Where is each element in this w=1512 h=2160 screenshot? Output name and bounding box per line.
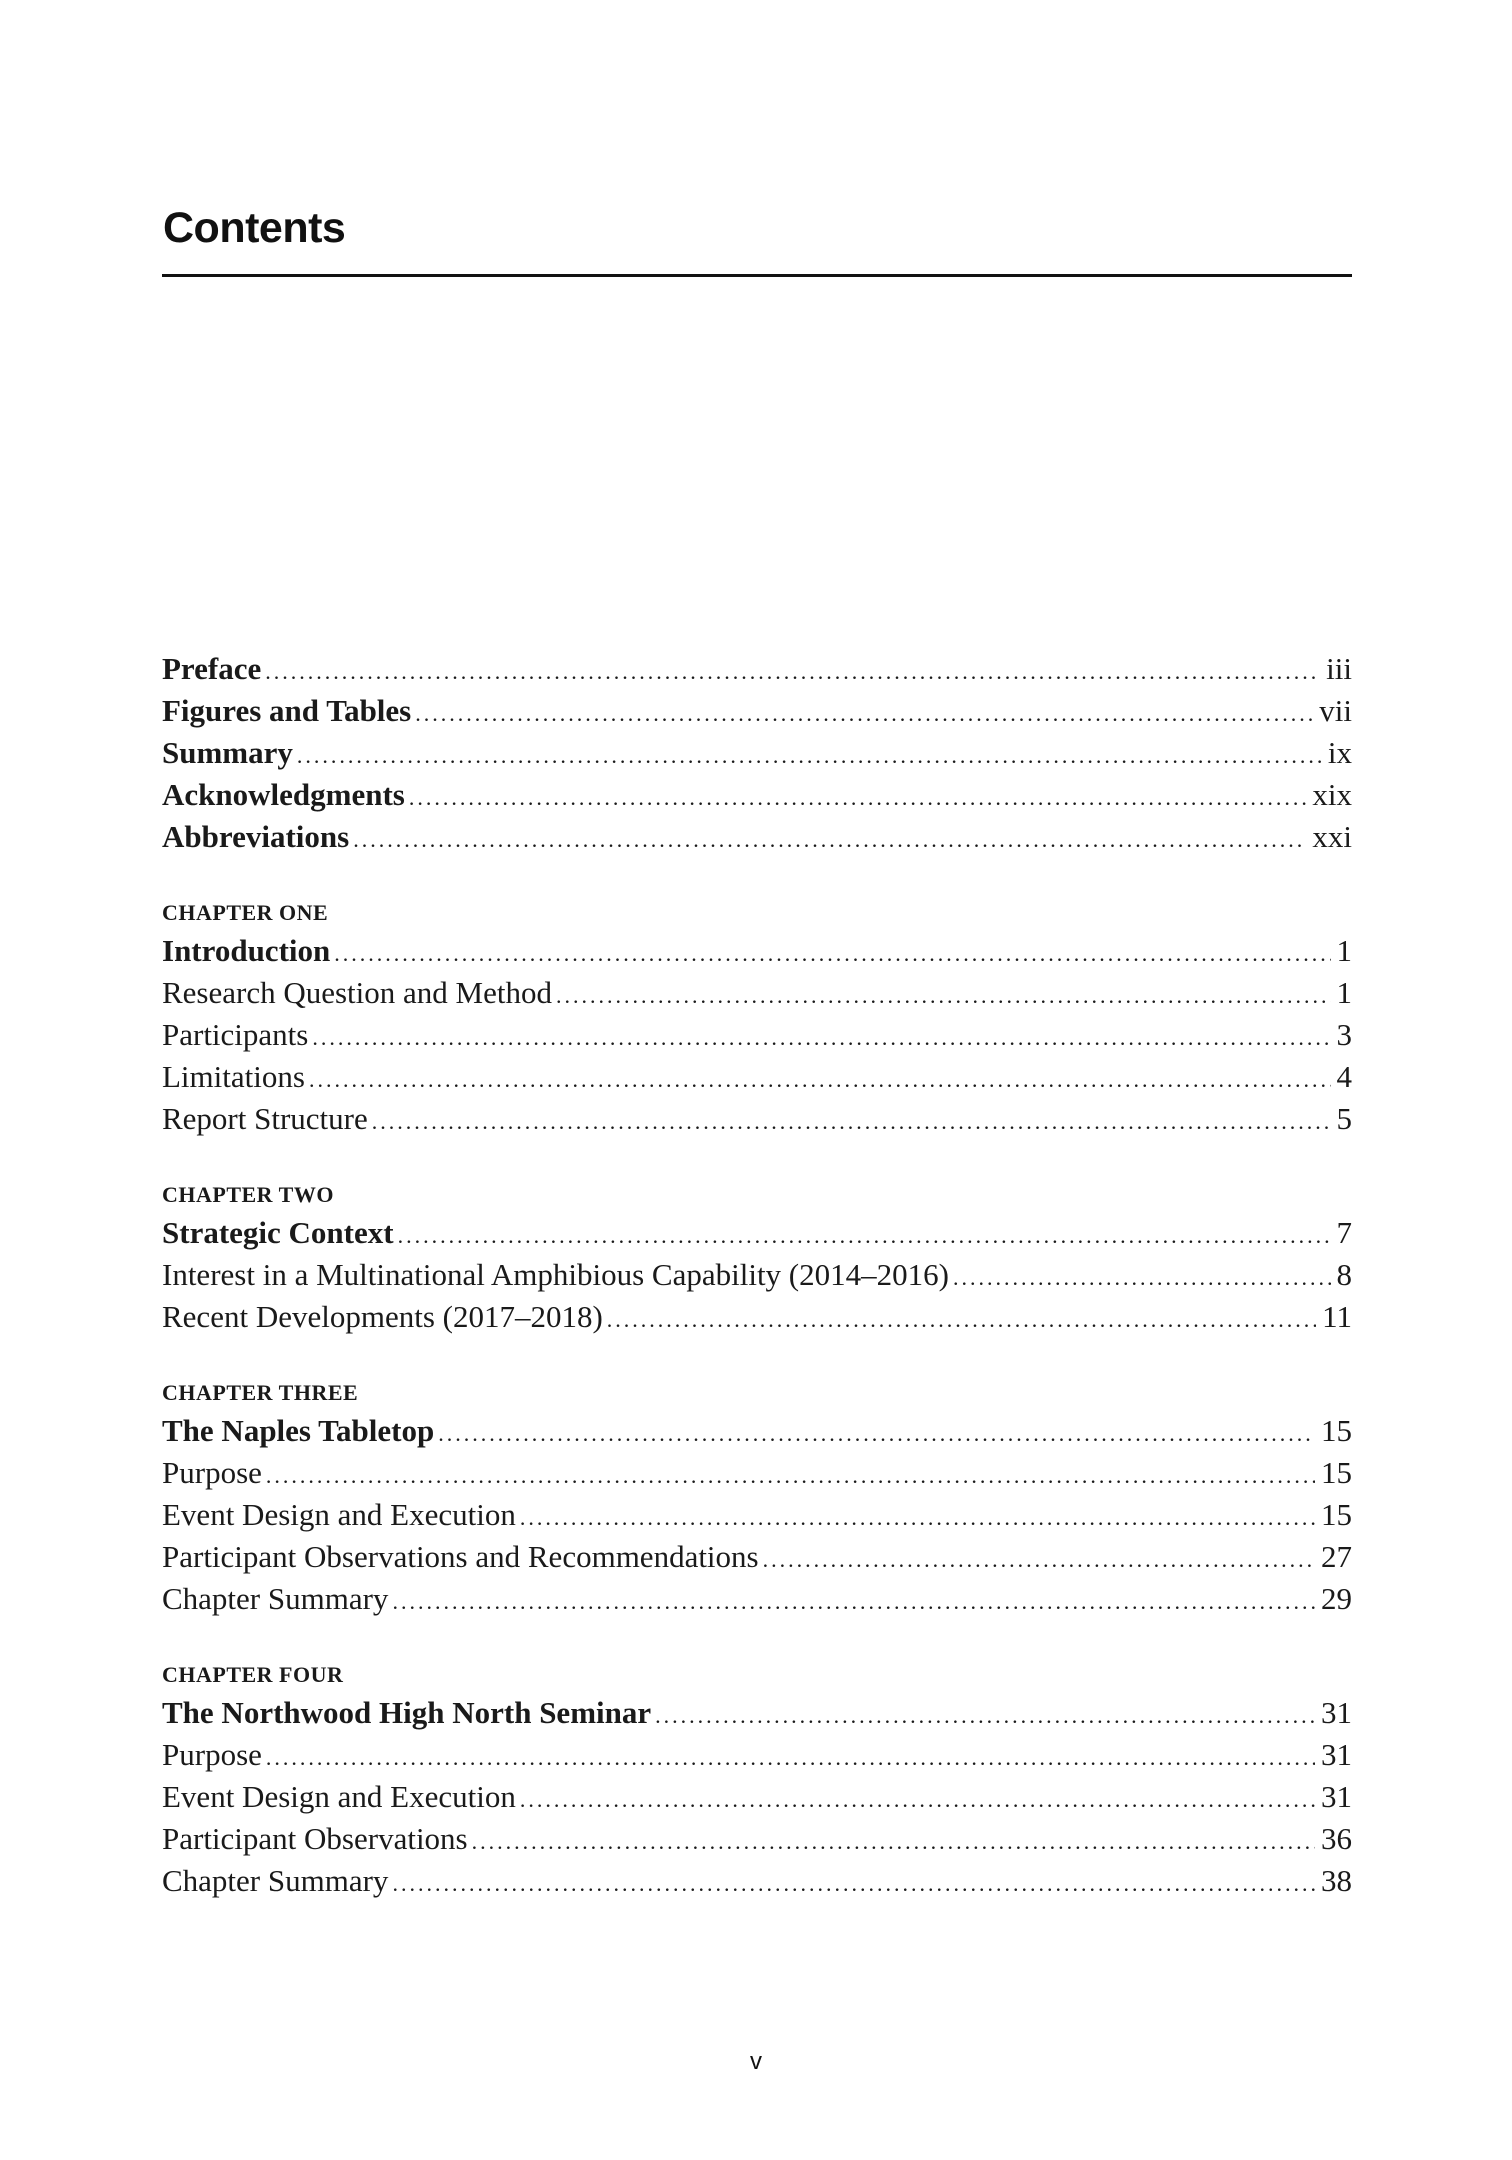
- dot-leader: [438, 1413, 1315, 1455]
- dot-leader: [266, 1455, 1315, 1497]
- toc-entry-label: Purpose: [162, 1455, 262, 1490]
- table-of-contents: [162, 648, 1352, 1902]
- toc-page-number: xxi: [1312, 819, 1352, 854]
- chapter-label: CHAPTER ONE: [162, 900, 329, 925]
- toc-section-entry[interactable]: [162, 1254, 1352, 1296]
- toc-entry-label: Interest in a Multinational Amphibious Capability (2014–2016): [162, 1257, 949, 1292]
- toc-entry-label: Participant Observations: [162, 1821, 468, 1856]
- toc-chapter-title[interactable]: [162, 1692, 1352, 1734]
- toc-entry-label: Chapter Summary: [162, 1863, 389, 1898]
- dot-leader: [520, 1497, 1315, 1539]
- toc-section-entry[interactable]: [162, 1734, 1352, 1776]
- toc-page-number: 3: [1336, 1017, 1352, 1052]
- toc-section-entry[interactable]: [162, 1014, 1352, 1056]
- toc-page-number: 38: [1321, 1863, 1352, 1898]
- toc-section-entry[interactable]: [162, 1860, 1352, 1902]
- toc-entry-label: Research Question and Method: [162, 975, 552, 1010]
- chapter-four-group: [162, 1658, 1352, 1902]
- toc-chapter-title[interactable]: [162, 1410, 1352, 1452]
- toc-entry-label: Introduction: [162, 933, 331, 968]
- dot-leader: [392, 1581, 1315, 1623]
- toc-page-number: 36: [1321, 1821, 1352, 1856]
- toc-page-number: 29: [1321, 1581, 1352, 1616]
- toc-section-entry[interactable]: [162, 1818, 1352, 1860]
- toc-entry-label: Acknowledgments: [162, 777, 405, 812]
- toc-page-number: 4: [1336, 1059, 1352, 1094]
- toc-section-entry[interactable]: [162, 1776, 1352, 1818]
- toc-section-entry[interactable]: [162, 1056, 1352, 1098]
- chapter-label: CHAPTER THREE: [162, 1380, 359, 1405]
- toc-entry-summary[interactable]: [162, 732, 1352, 774]
- toc-page-number: 7: [1336, 1215, 1352, 1250]
- toc-entry-label: Recent Developments (2017–2018): [162, 1299, 603, 1334]
- toc-entry-label: Chapter Summary: [162, 1581, 389, 1616]
- dot-leader: [472, 1821, 1315, 1863]
- toc-page-number: 1: [1336, 933, 1352, 968]
- toc-page-number: 15: [1321, 1455, 1352, 1490]
- toc-section-entry[interactable]: [162, 1098, 1352, 1140]
- toc-entry-label: Figures and Tables: [162, 693, 412, 728]
- toc-entry-preface[interactable]: [162, 648, 1352, 690]
- toc-page-number: 27: [1321, 1539, 1352, 1574]
- chapter-three-group: [162, 1376, 1352, 1620]
- toc-entry-label: Event Design and Execution: [162, 1779, 516, 1814]
- chapter-two-group: [162, 1178, 1352, 1338]
- toc-section-entry[interactable]: [162, 1578, 1352, 1620]
- toc-page-number: 1: [1336, 975, 1352, 1010]
- chapter-label: CHAPTER FOUR: [162, 1662, 344, 1687]
- dot-leader: [763, 1539, 1315, 1581]
- toc-page-number: 15: [1321, 1497, 1352, 1532]
- chapter-label: CHAPTER TWO: [162, 1182, 334, 1207]
- dot-leader: [607, 1299, 1316, 1341]
- toc-chapter-title[interactable]: [162, 1212, 1352, 1254]
- dot-leader: [312, 1017, 1330, 1059]
- toc-page-number: vii: [1319, 693, 1352, 728]
- toc-entry-label: Preface: [162, 651, 262, 686]
- dot-leader: [953, 1257, 1331, 1299]
- dot-leader: [556, 975, 1331, 1017]
- toc-entry-label: Participants: [162, 1017, 309, 1052]
- toc-page-number: 15: [1321, 1413, 1352, 1448]
- toc-entry-label: Strategic Context: [162, 1215, 394, 1250]
- dot-leader: [265, 651, 1320, 693]
- toc-section-entry[interactable]: [162, 972, 1352, 1014]
- toc-entry-label: Limitations: [162, 1059, 305, 1094]
- toc-page-number: 5: [1336, 1101, 1352, 1136]
- title-rule: [162, 274, 1352, 277]
- dot-leader: [309, 1059, 1331, 1101]
- page-title: Contents: [163, 204, 346, 252]
- toc-page-number: iii: [1326, 651, 1352, 686]
- toc-page-number: 31: [1321, 1737, 1352, 1772]
- toc-entry-label: Purpose: [162, 1737, 262, 1772]
- toc-entry-label: Report Structure: [162, 1101, 368, 1136]
- dot-leader: [353, 819, 1306, 861]
- toc-entry-acknowledgments[interactable]: [162, 774, 1352, 816]
- toc-section-entry[interactable]: [162, 1536, 1352, 1578]
- toc-section-entry[interactable]: [162, 1452, 1352, 1494]
- toc-entry-label: Event Design and Execution: [162, 1497, 516, 1532]
- dot-leader: [398, 1215, 1331, 1257]
- toc-entry-figures-and-tables[interactable]: [162, 690, 1352, 732]
- dot-leader: [520, 1779, 1315, 1821]
- toc-entry-label: The Northwood High North Seminar: [162, 1695, 652, 1730]
- dot-leader: [392, 1863, 1315, 1905]
- toc-page-number: 31: [1321, 1695, 1352, 1730]
- toc-page-number: 11: [1322, 1299, 1352, 1334]
- dot-leader: [415, 693, 1313, 735]
- dot-leader: [372, 1101, 1331, 1143]
- dot-leader: [297, 735, 1322, 777]
- toc-section-entry[interactable]: [162, 1296, 1352, 1338]
- toc-page-number: 8: [1336, 1257, 1352, 1292]
- toc-page-number: ix: [1327, 735, 1352, 770]
- toc-section-entry[interactable]: [162, 1494, 1352, 1536]
- front-matter: [162, 648, 1352, 858]
- dot-leader: [655, 1695, 1315, 1737]
- toc-chapter-title[interactable]: [162, 930, 1352, 972]
- toc-page-number: 31: [1321, 1779, 1352, 1814]
- page-number-footer: v: [750, 2048, 762, 2075]
- dot-leader: [266, 1737, 1315, 1779]
- toc-entry-label: Abbreviations: [162, 819, 350, 854]
- toc-entry-label: Summary: [162, 735, 293, 770]
- chapter-one-group: [162, 896, 1352, 1140]
- toc-entry-abbreviations[interactable]: [162, 816, 1352, 858]
- toc-entry-label: Participant Observations and Recommendations: [162, 1539, 759, 1574]
- dot-leader: [409, 777, 1307, 819]
- toc-entry-label: The Naples Tabletop: [162, 1413, 435, 1448]
- dot-leader: [334, 933, 1330, 975]
- toc-page-number: xix: [1312, 777, 1352, 812]
